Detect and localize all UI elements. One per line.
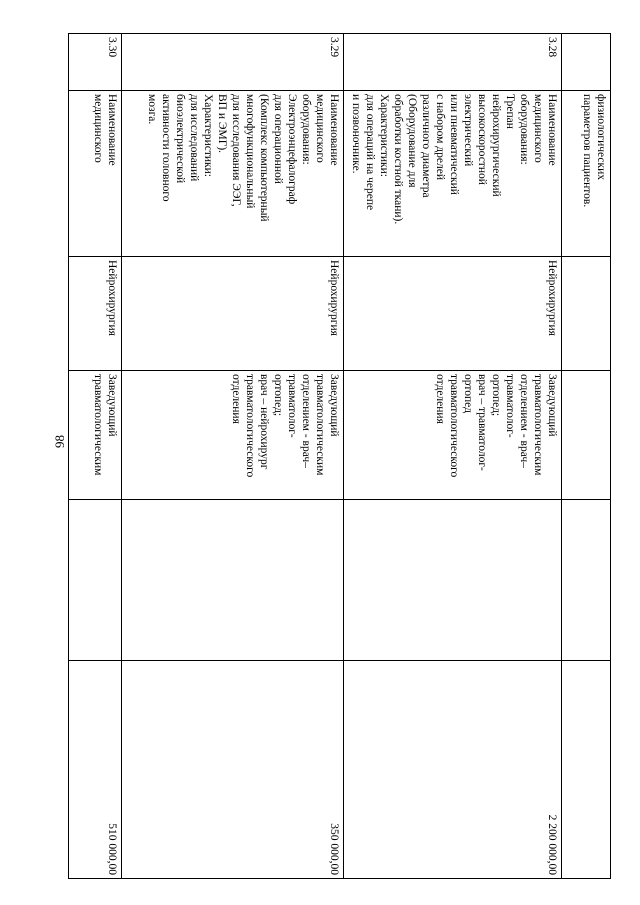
table-row bbox=[121, 34, 343, 879]
table-cell-price: 350 000,00 bbox=[121, 661, 343, 879]
table-row bbox=[343, 34, 562, 879]
table-cell-empty bbox=[121, 500, 343, 661]
table-cell-name: Наименование медицинского оборудования: Электроэнцефалограф для операционной (Комплекс компьютерный многофункциональный для исследования ЭЭГ, ВП и ЭМГ). Характеристики: для исследований биоэлектрической активности головного мозга. bbox=[121, 91, 343, 257]
table-cell-number: 3.29 bbox=[121, 34, 343, 91]
table-cell-blank bbox=[562, 34, 611, 91]
page-number: 98 bbox=[52, 435, 67, 448]
table-cell-specialty: Нейрохирургия bbox=[343, 257, 562, 371]
table-cell-name: физиологических параметров пациентов. bbox=[562, 91, 611, 257]
table-cell-position: Заведующий травматологическим отделением - врач– травматолог- ортопед; врач – травматолог- ортопед травматологического отделения bbox=[343, 371, 562, 500]
table-cell-empty bbox=[69, 500, 122, 661]
table-cell-empty bbox=[343, 500, 562, 661]
table-cell-name: Наименование медицинского bbox=[69, 91, 122, 257]
table-cell-number: 3.30 bbox=[69, 34, 122, 91]
table-cell-price: 2 200 000,00 bbox=[343, 661, 562, 879]
table-cell-specialty: Нейрохирургия bbox=[69, 257, 122, 371]
table-cell-position: Заведующий травматологическим bbox=[69, 371, 122, 500]
equipment-table bbox=[68, 33, 611, 879]
table-cell-name: Наименование медицинского оборудования: Трепан нейрохирургический высокоскоростной электрический или пневматический с набором дрелей различного диаметра (Оборудование для обработки костной ткани). Характеристики: для операций на черепе и позвоночнике. bbox=[343, 91, 562, 257]
table-row bbox=[69, 34, 122, 879]
table-cell-blank bbox=[562, 257, 611, 371]
table-cell-position: Заведующий травматологическим отделением - врач– травматолог- ортопед; врач – нейрохирург травматологического отделения bbox=[121, 371, 343, 500]
table-cell-number: 3.28 bbox=[343, 34, 562, 91]
table-cell-blank bbox=[562, 500, 611, 661]
table-cell-blank bbox=[562, 661, 611, 879]
table-row bbox=[562, 34, 611, 879]
equipment-table-container bbox=[68, 33, 611, 878]
table-cell-specialty: Нейрохирургия bbox=[121, 257, 343, 371]
table-cell-price: 510 000,00 bbox=[69, 661, 122, 879]
table-cell-blank bbox=[562, 371, 611, 500]
